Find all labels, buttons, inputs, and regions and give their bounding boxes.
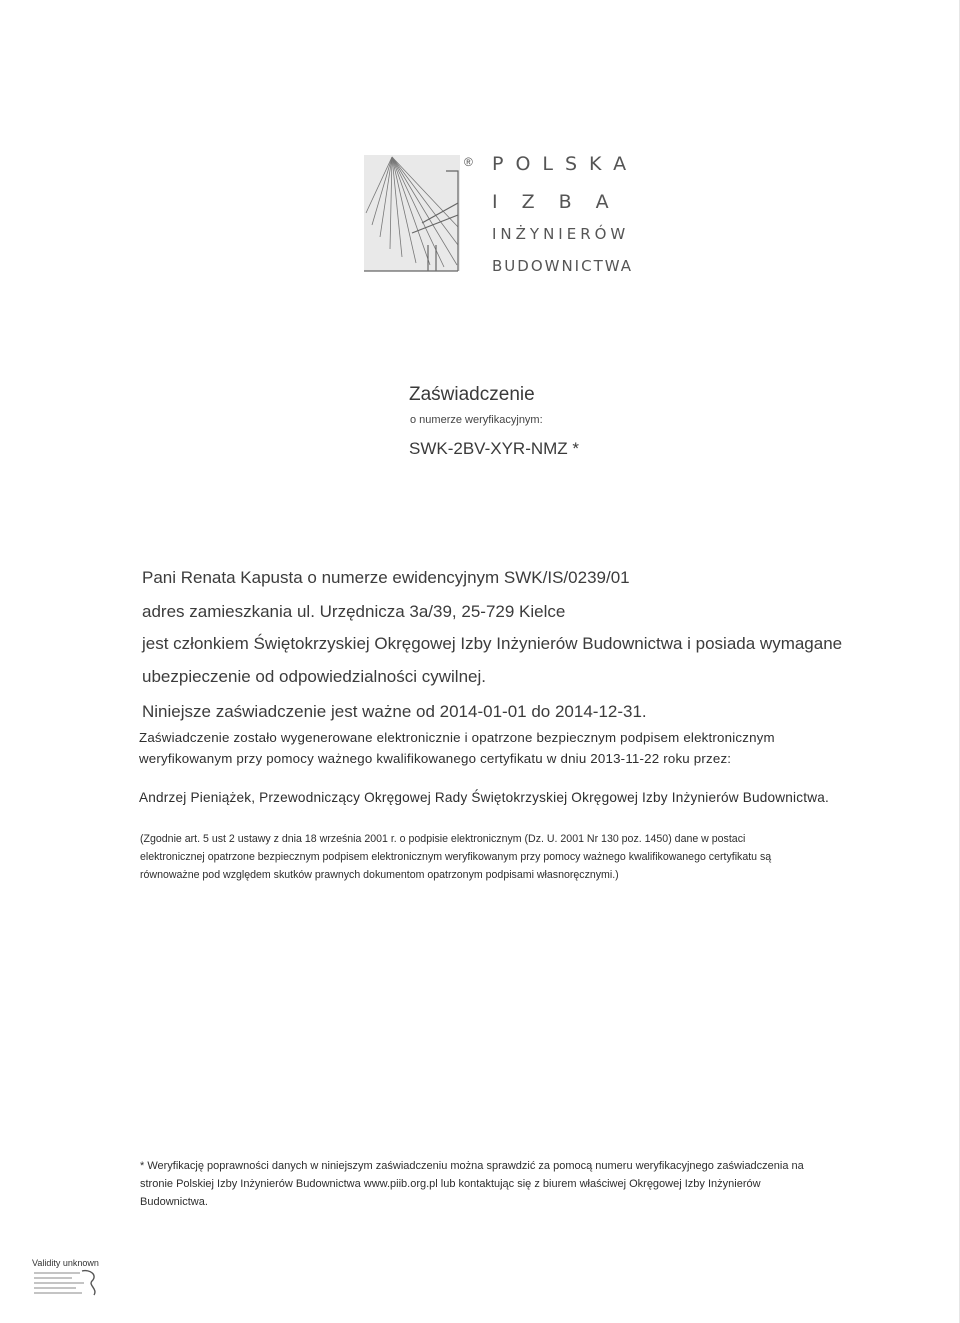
registered-mark: ® <box>464 155 473 169</box>
body-line: ubezpieczenie od odpowiedzialności cywilnej. <box>142 667 486 686</box>
logo-text-izba: IZBA <box>492 191 633 213</box>
signature-validity-stamp <box>32 1258 112 1298</box>
body-line: adres zamieszkania ul. Urzędnicza 3a/39, 25-729 Kielce <box>142 602 566 621</box>
signer-name: Andrzej Pieniążek, Przewodniczący Okręgowej Rady Świętokrzyskiej Okręgowej Izby Inżynierów Budownictwa. <box>139 790 829 805</box>
document-title: Zaświadczenie <box>409 384 535 405</box>
legal-line: (Zgodnie art. 5 ust 2 ustawy z dnia 18 września 2001 r. o podpisie elektronicznym (Dz. U. 2001 Nr 130 poz. 1450) dane w postaci <box>140 833 746 845</box>
logo-text-budownictwa: BUDOWNICTWA <box>492 257 634 275</box>
stamp-text-lines-icon <box>32 1269 112 1297</box>
verification-code: SWK-2BV-XYR-NMZ * <box>409 439 580 458</box>
piib-logo <box>362 153 639 278</box>
body-line: Pani Renata Kapusta o numerze ewidencyjnym SWK/IS/0239/01 <box>142 568 630 587</box>
bridge-logo-icon <box>362 153 480 273</box>
signature-line: Zaświadczenie zostało wygenerowane elektronicznie i opatrzone bezpiecznym podpisem elektronicznym <box>139 730 775 745</box>
footnote-line: * Weryfikację poprawności danych w niniejszym zaświadczeniu można sprawdzić za pomocą numeru weryfikacyjnego zaświadczenia na <box>140 1160 804 1172</box>
logo-text-inzynierow: INŻYNIERÓW <box>492 225 630 243</box>
validity-period: Niniejsze zaświadczenie jest ważne od 2014-01-01 do 2014-12-31. <box>142 702 647 721</box>
footnote-line: stronie Polskiej Izby Inżynierów Budownictwa www.piib.org.pl lub kontaktując się z biurem właściwej Okręgowej Izby Inżynierów <box>140 1178 761 1190</box>
footnote-line: Budownictwa. <box>140 1196 208 1208</box>
legal-line: elektronicznej opatrzone bezpiecznym podpisem elektronicznym weryfikowanym przy pomocy ważnego kwalifikowanego certyfikatu są <box>140 851 772 863</box>
signature-line: weryfikowanym przy pomocy ważnego kwalifikowanego certyfikatu w dniu 2013-11-22 roku przez: <box>139 751 732 766</box>
legal-line: równoważne pod względem skutków prawnych dokumentom opatrzonym podpisami własnoręcznymi.) <box>140 869 619 881</box>
verification-subtitle: o numerze weryfikacyjnym: <box>410 414 543 426</box>
logo-text-polska: POLSKA <box>492 153 639 175</box>
validity-label: Validity unknown <box>32 1258 99 1268</box>
body-line: jest członkiem Świętokrzyskiej Okręgowej Izby Inżynierów Budownictwa i posiada wymagane <box>142 634 843 653</box>
